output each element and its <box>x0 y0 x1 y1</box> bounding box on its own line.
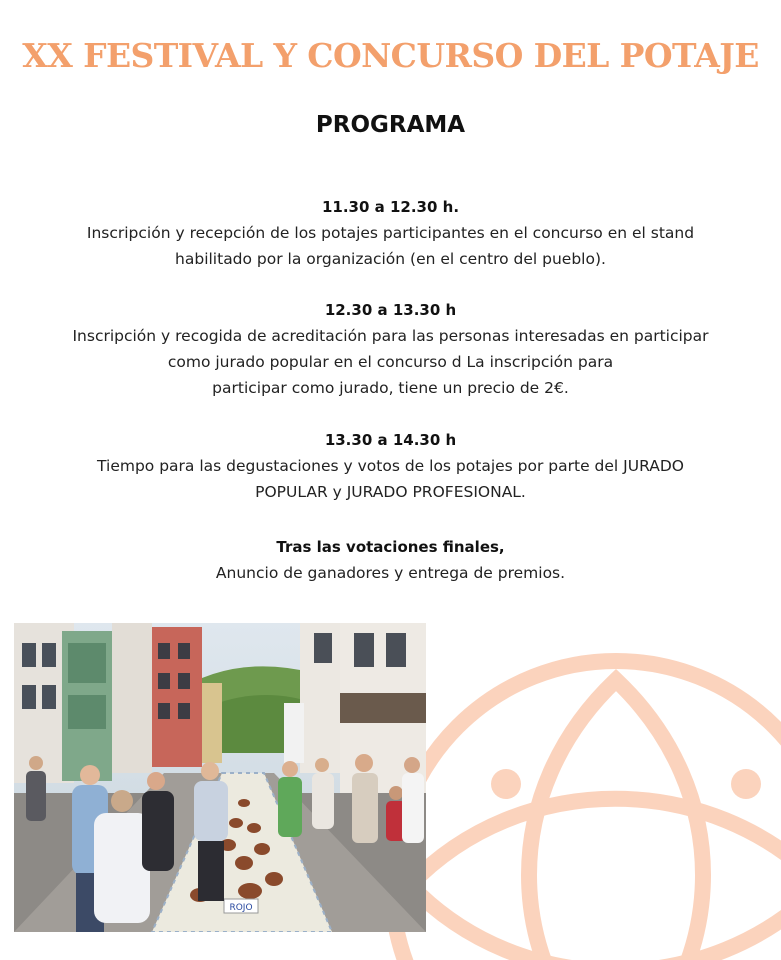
table-sign-label: ROJO <box>229 903 253 913</box>
program-time: Tras las votaciones finales, <box>276 538 505 556</box>
program-description-line: Inscripción y recogida de acreditación para las personas interesadas en participar <box>72 327 709 345</box>
festival-title: XX FESTIVAL Y CONCURSO DEL POTAJE <box>22 36 759 75</box>
program-heading: PROGRAMA <box>315 112 466 138</box>
program-item <box>20 194 761 272</box>
program-description-line: participar como jurado, tiene un precio de 2€. <box>212 379 569 397</box>
program-description-line: como jurado popular en el concurso d La inscripción para <box>167 353 614 371</box>
program-item <box>20 297 761 401</box>
program-item <box>20 534 761 586</box>
program-description-line: Inscripción y recepción de los potajes participantes en el concurso en el stand <box>86 224 695 242</box>
program-description-line: POPULAR y JURADO PROFESIONAL. <box>255 483 526 501</box>
program-time: 12.30 a 13.30 h <box>324 301 457 319</box>
program-description-line: Anuncio de ganadores y entrega de premios. <box>215 564 566 582</box>
program-description-line: habilitado por la organización (en el centro del pueblo). <box>175 250 606 268</box>
program-description-line: Tiempo para las degustaciones y votos de los potajes por parte del JURADO <box>97 457 684 475</box>
program-item <box>20 427 761 505</box>
program-time: 11.30 a 12.30 h. <box>321 198 460 216</box>
festival-street-photo <box>14 623 426 932</box>
decorative-circle-motif <box>380 650 781 960</box>
program-time: 13.30 a 14.30 h <box>324 431 457 449</box>
